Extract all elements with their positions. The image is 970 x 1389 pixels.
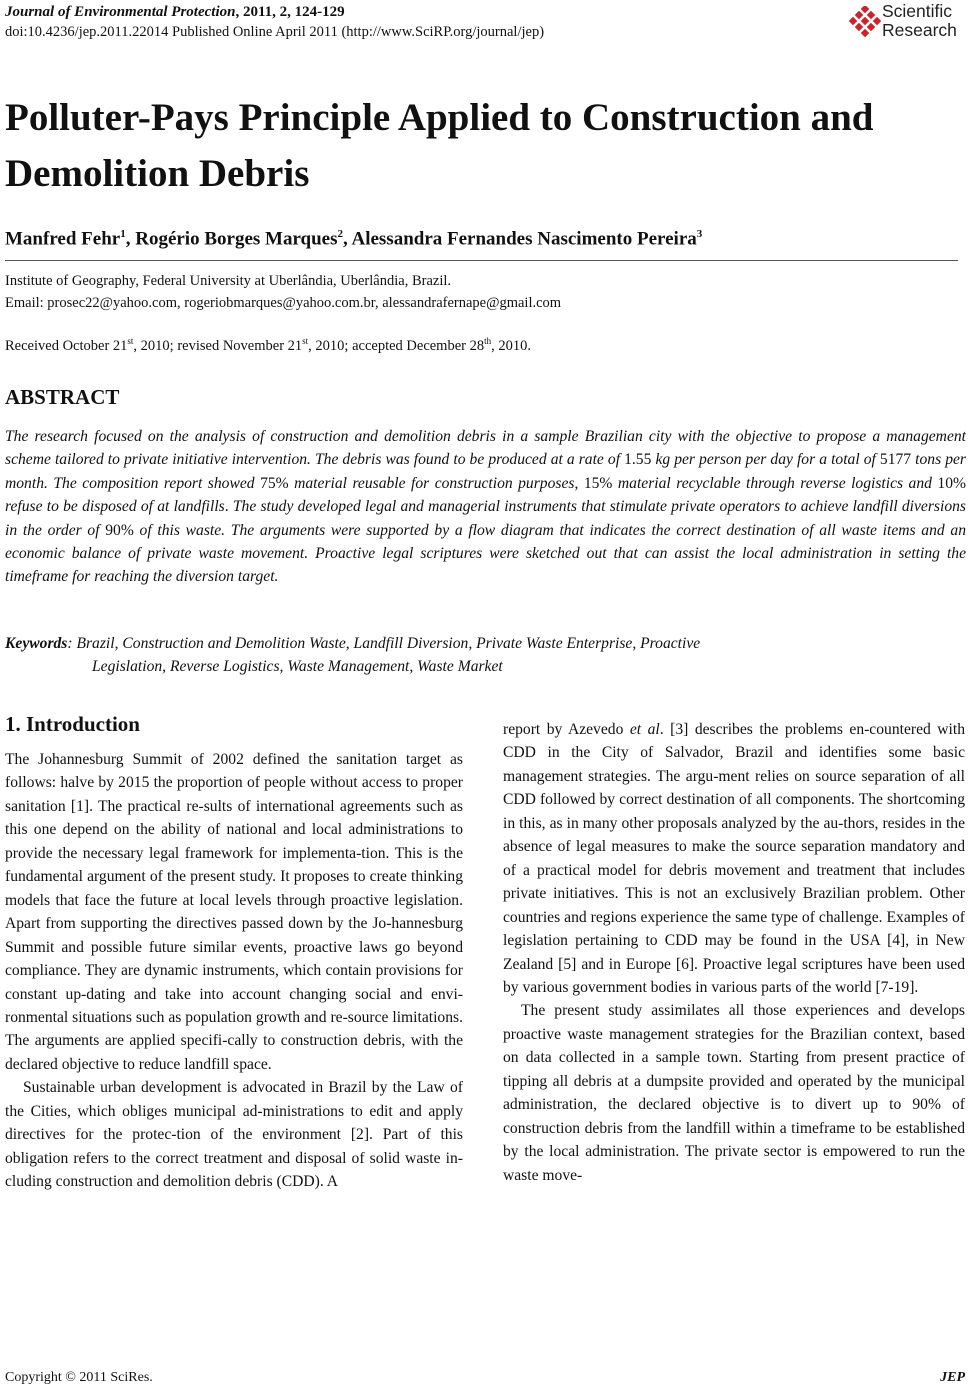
intro-paragraph-1: The Johannesburg Summit of 2002 defined the sanitation target as follows: halve by 2015 the proportion of people without access to proper sanitation [1]. The practical re-sults of international agreements such as this one depend on the ability of national and local administrations to provide the necessary legal framework for implementa-tion. This is the fundamental argument of the present study. It proposes to create thinking models that face the future at local levels through proactive legislation. Apart from supporting the directives passed down by the Jo-hannesburg Summit and possible future similar events, proactive laws go beyond compliance. They are dynamic instruments, which contain provisions for constant up-dating and take into account changing social and envi-ronmental situations such as population growth and re-source limitations. The arguments are applied specifi-cally to construction debris, with the declared objective to reduce landfill space. <box>5 751 463 1073</box>
author-1: Manfred Fehr <box>5 228 121 250</box>
left-column <box>5 748 463 1194</box>
abstract-number: . <box>224 498 229 516</box>
publisher-logo <box>846 2 966 44</box>
author-3: , Alessandra Fernandes Nascimento Pereira <box>343 228 697 250</box>
abstract-heading: ABSTRACT <box>5 385 120 409</box>
et-al: et al <box>629 721 660 738</box>
ordinal-suffix: st <box>302 336 309 346</box>
received-text: Received October 21 <box>5 337 128 354</box>
abstract-body <box>5 425 966 589</box>
abstract-number: 10% <box>937 474 967 492</box>
abstract-text: The study developed legal and managerial instruments that stimulate private operators to achieve landfill diversions in the order of <box>5 498 966 539</box>
logo-line-1: Scientific <box>882 1 953 21</box>
author-3-affil: 3 <box>696 228 703 240</box>
abstract-text: material recyclable through reverse logistics and <box>612 474 938 492</box>
abstract-text: material reusable for construction purposes <box>288 474 575 492</box>
abstract-text: of this waste. The arguments were supported by a flow diagram that indicates the correct destination of all waste items and an economic balance of private waste movement. Proactive legal scriptures were sketched out that can assist the local administration in setting the timeframe for reaching the diversion target. <box>5 521 966 586</box>
paragraph-text: report by Azevedo <box>503 721 630 738</box>
abstract-number: 75% <box>260 474 289 492</box>
ordinal-suffix: th <box>484 336 492 346</box>
paper-title: Polluter-Pays Principle Applied to Construction and Demolition Debris <box>5 96 874 195</box>
journal-citation <box>5 4 345 21</box>
abstract-text: The research focused on the analysis of construction and demolition debris in a sample Brazilian city with the objective to propose a management scheme tailored to private initiative intervention. The debris was found to be produced at a rate of <box>5 428 966 469</box>
copyright-footer: Copyright © 2011 SciRes. <box>5 1370 153 1385</box>
keywords-line-1: : Brazil, Construction and Demolition Waste, Landfill Diversion, Private Waste Enterprise, Proactive <box>67 635 701 652</box>
affiliation: Institute of Geography, Federal University at Uberlândia, Uberlândia, Brazil. <box>5 273 451 289</box>
keywords-line-2: Legislation, Reverse Logistics, Waste Management, Waste Market <box>92 658 503 676</box>
scientific-research-logo-icon <box>846 6 882 42</box>
section-heading-introduction: 1. Introduction <box>5 712 140 736</box>
intro-paragraph-2: Sustainable urban development is advocated in Brazil by the Law of the Cities, which obliges municipal ad-ministrations to edit and apply directives for the protec-tion of the environment [2]. Part of this obligation refers to the correct treatment and disposal of solid waste in-cluding construction and demolition debris (CDD). A <box>5 1079 463 1191</box>
paragraph-text: . [3] describes the problems en-countered with CDD in the City of Salvador, Brazil and identifies some basic management strategies. The argu-ment relies on source separation of all CDD followed by correct destination of all components. The shortcoming in this, as in many other proposals analyzed by the au-thors, resides in the absence of legal measures to make the source separation mandatory and of a practical model for debris movement and treatment that includes private initiatives. This is not an exclusively Brazilian problem. Other countries and regions experience the same type of challenge. Examples of legislation pertaining to CDD may be found in the USA [4], in New Zealand [5] and in Europe [6]. Proactive legal scriptures have been used by various government bodies in various parts of the world [7-19]. <box>503 721 965 996</box>
received-dates <box>5 336 531 355</box>
header-divider <box>5 260 958 261</box>
doi-line: doi:10.4236/jep.2011.22014 Published Online April 2011 (http://www.SciRP.org/journal/jep) <box>5 24 545 40</box>
abstract-text: kg per person per day for a total of <box>651 451 880 469</box>
abstract-number: 90% <box>105 521 134 539</box>
logo-line-2: Research <box>882 20 957 40</box>
author-2-affil: 2 <box>337 228 344 240</box>
abstract-number: 5177 <box>879 451 912 469</box>
intro-paragraph-4: The present study assimilates all those experiences and develops proactive waste management strategies for the Brazilian context, based on data collected in a sample town. Starting from present practice of tipping all debris at a dumpsite provided and operated by the municipal administration, the declared objective is to divert up to 90% of construction debris from the landfill within a timeframe to be established by the local administration. The private sector is empowered to run the waste move- <box>503 1002 965 1184</box>
keywords-label: Keywords <box>5 635 68 652</box>
journal-abbreviation: JEP <box>940 1370 965 1385</box>
email-line: Email: prosec22@yahoo.com, rogeriobmarques@yahoo.com.br, alessandrafernape@gmail.com <box>5 295 562 311</box>
intro-paragraph-3 <box>503 718 965 999</box>
journal-name: Journal of Environmental Protection <box>5 4 236 20</box>
abstract-number: , 15% <box>574 474 613 492</box>
author-list <box>5 228 702 250</box>
logo-text <box>882 2 957 40</box>
author-2: , Rogério Borges Marques <box>125 228 338 250</box>
right-column <box>503 718 965 1187</box>
abstract-text: refuse to be disposed of at landfills <box>5 498 225 516</box>
journal-volume: , 2011, 2, 124-129 <box>235 4 345 20</box>
keywords <box>5 632 965 679</box>
abstract-text: tons per month. The composition report showed <box>5 451 966 492</box>
abstract-number: 1.55 <box>624 451 652 469</box>
accepted-year: , 2010. <box>491 337 531 354</box>
ordinal-suffix: st <box>127 336 134 346</box>
revised-text: , 2010; revised November 21 <box>133 337 303 354</box>
accepted-text: , 2010; accepted December 28 <box>308 337 485 354</box>
author-1-affil: 1 <box>120 228 126 240</box>
